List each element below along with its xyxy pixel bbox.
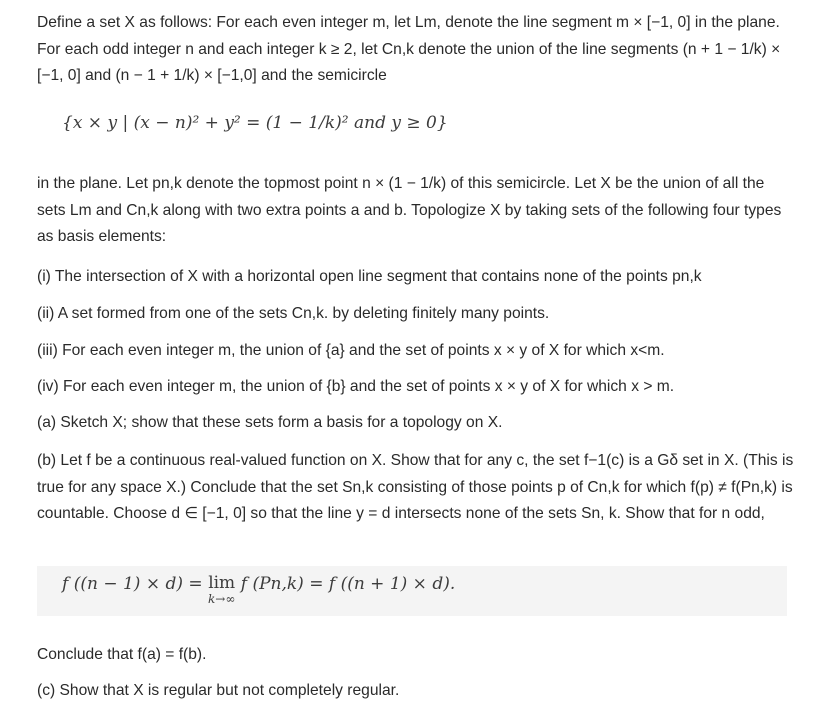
conclude-line: Conclude that f(a) = f(b).: [37, 646, 207, 663]
basis-item-ii: (ii) A set formed from one of the sets Cn,k. by deleting finitely many points.: [37, 305, 550, 322]
limit-formula: [62, 574, 455, 606]
basis-item-iii: (iii) For each even integer m, the union of {a} and the set of points x × y of X for which x<m.: [37, 342, 665, 359]
semicircle-set-formula: {x × y | (x − n)² + y² = (1 − 1/k)² and y ≥ 0}: [62, 113, 448, 133]
part-c: (c) Show that X is regular but not completely regular.: [37, 682, 400, 699]
basis-item-iv: (iv) For each even integer m, the union of {b} and the set of points x × y of X for which x > m.: [37, 378, 675, 395]
limit-formula-lhs: f ((n − 1) × d) =: [62, 574, 209, 594]
limit-formula-rhs: f (Pn,k) = f ((n + 1) × d).: [235, 574, 456, 594]
intro-paragraph: Define a set X as follows: For each even integer m, let Lm, denote the line segment m × [−1, 0] in the plane. For each odd integer n and each integer k ≥ 2, let Cn,k denote the union of the line segments (n + 1 − 1/k) × [−1, 0] and (n − 1 + 1/k) × [−1,0] and the semicircle: [37, 14, 781, 84]
part-a: (a) Sketch X; show that these sets form a basis for a topology on X.: [37, 414, 503, 431]
after-semicircle-paragraph: in the plane. Let pn,k denote the topmost point n × (1 − 1/k) of this semicircle. Let X be the union of all the sets Lm and Cn,k along with two extra points a and b. Topologize X by taking sets of the following four types as basis elements:: [37, 175, 782, 245]
limit-operator: [208, 574, 235, 606]
basis-item-i: (i) The intersection of X with a horizontal open line segment that contains none of the points pn,k: [37, 268, 702, 285]
part-b: (b) Let f be a continuous real-valued function on X. Show that for any c, the set f−1(c) is a Gδ set in X. (This is true for any space X.) Conclude that the set Sn,k consisting of those points p of Cn,k for which f(p) ≠ f(Pn,k) is countable. Choose d ∈ [−1, 0] so that the line y = d intersects none of the sets Sn, k. Show that for n odd,: [37, 452, 794, 522]
limit-operator-text: lim: [208, 573, 236, 593]
limit-subscript: k→∞: [208, 592, 236, 606]
